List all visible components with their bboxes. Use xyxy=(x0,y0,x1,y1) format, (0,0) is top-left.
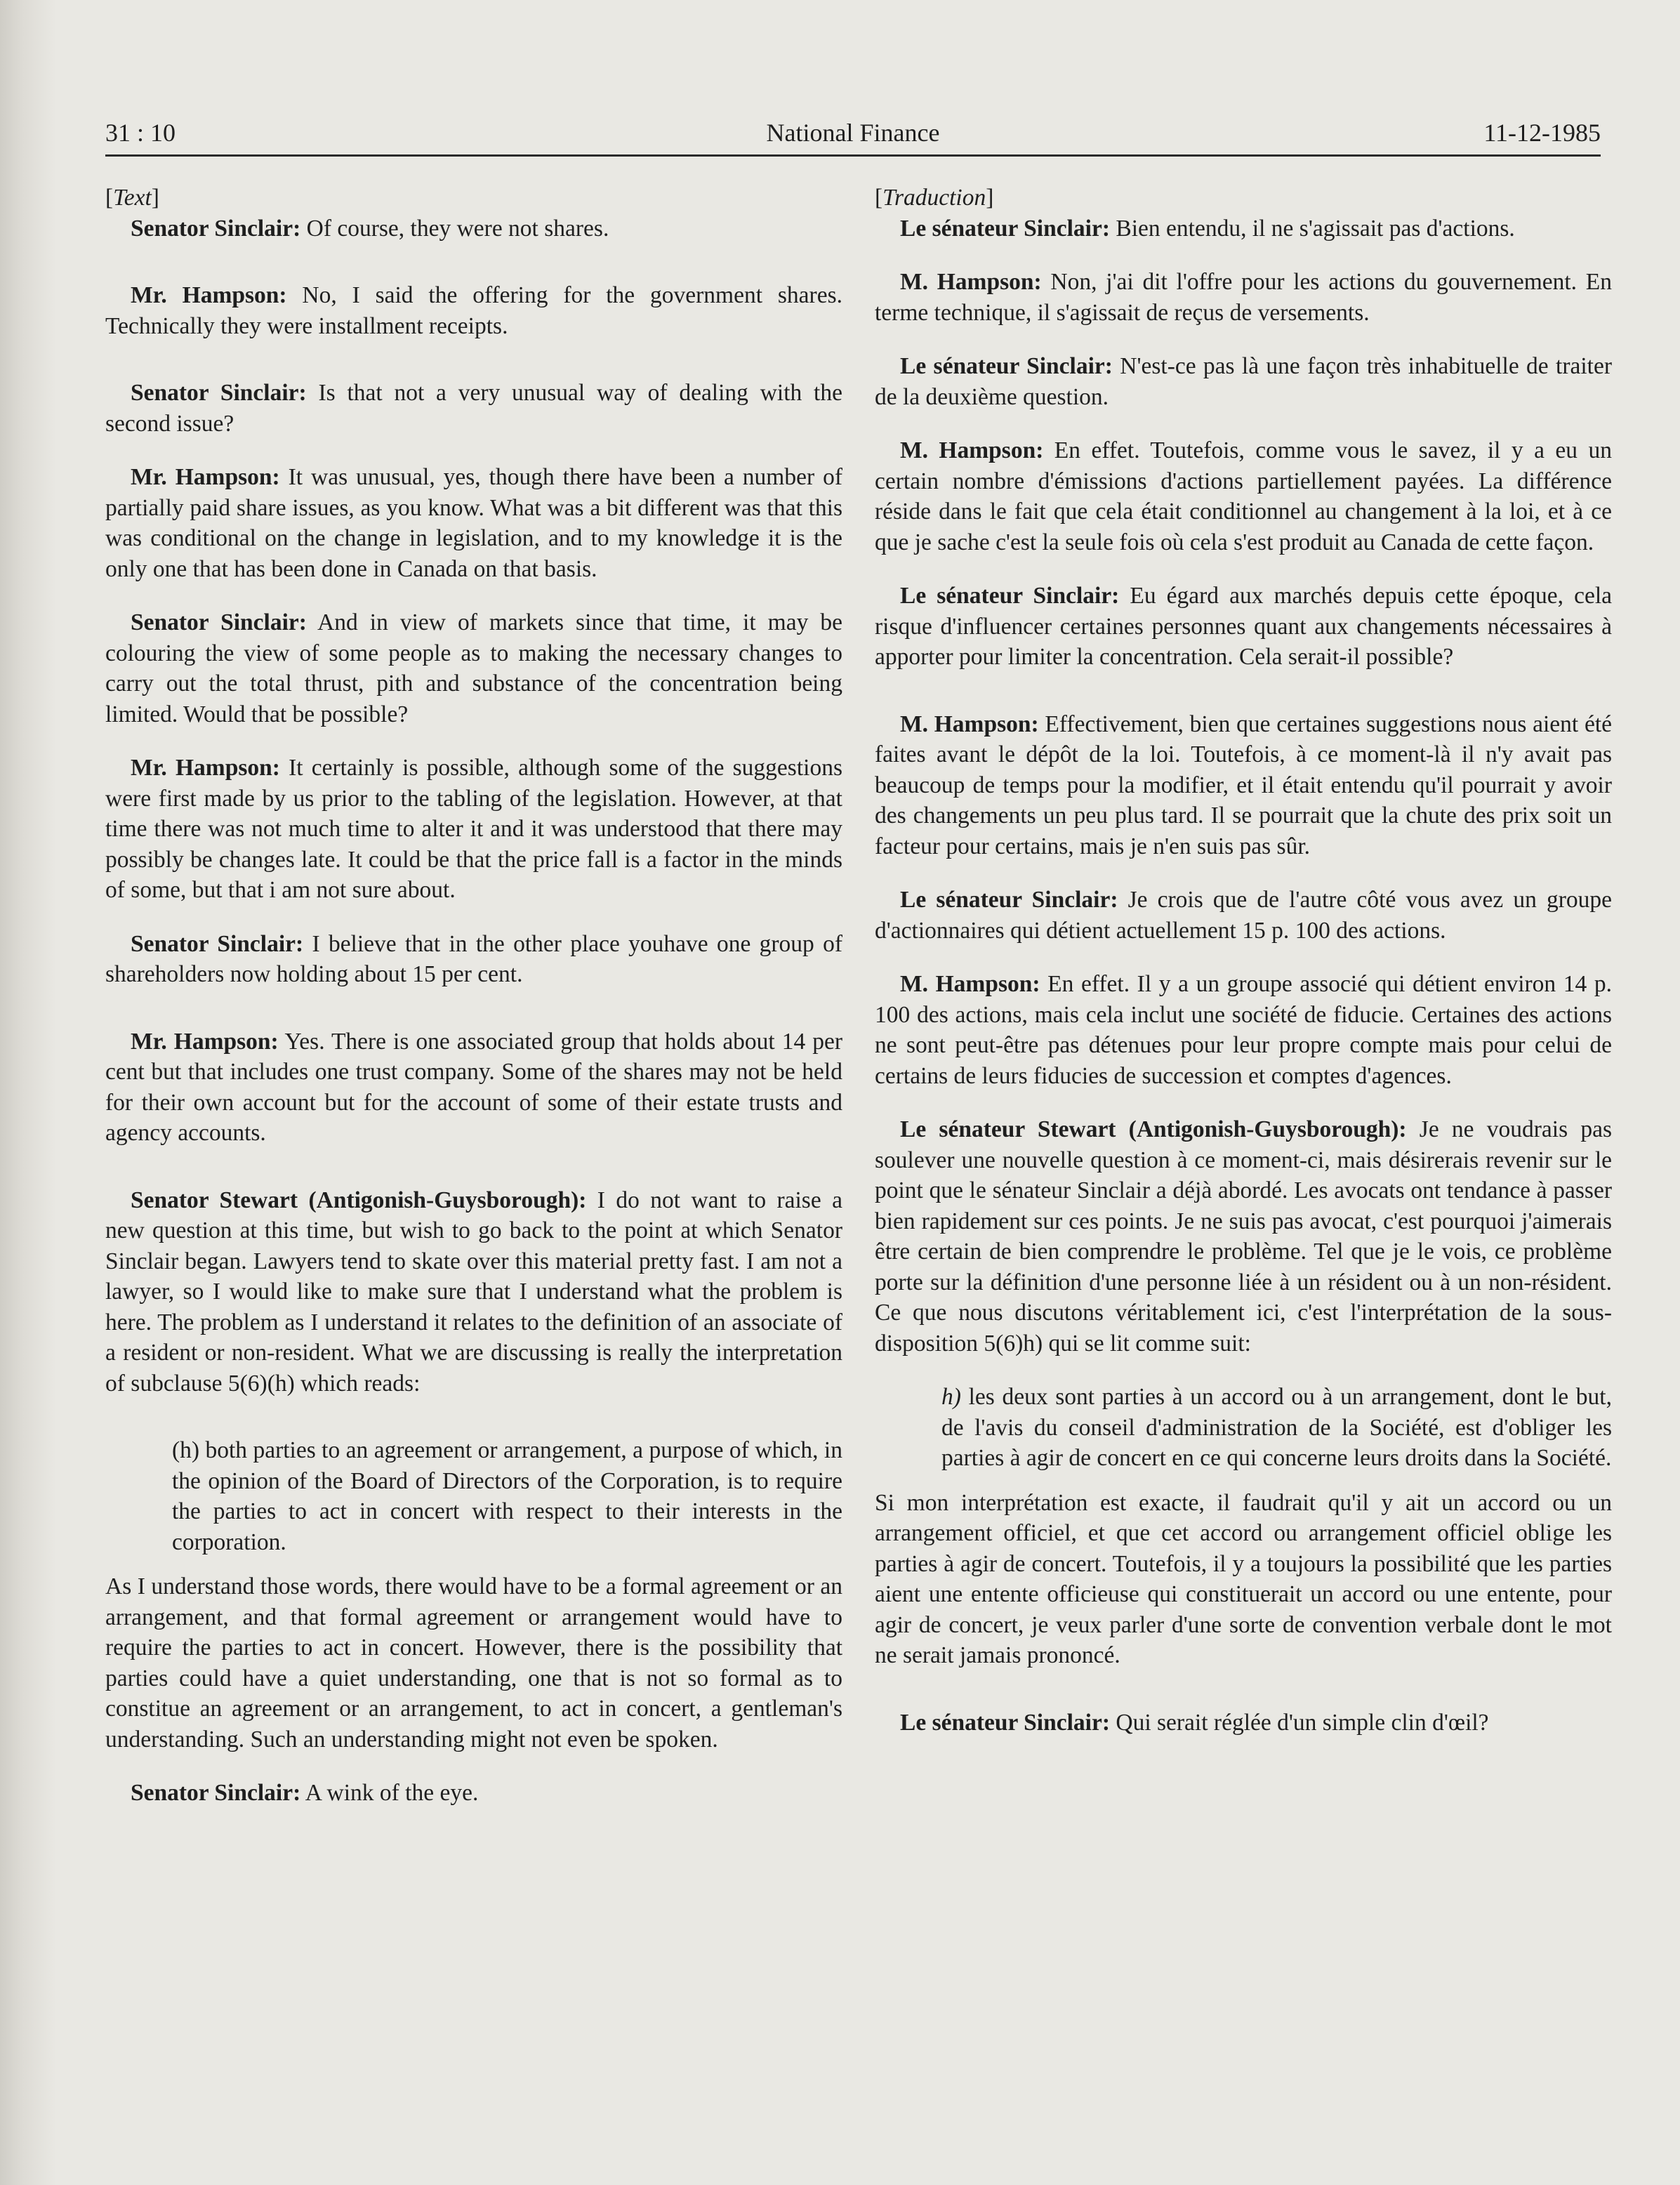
speech-text: Je ne voudrais pas soulever une nouvelle question à ce moment-ci, mais désirerais revenir sur le point que le sénateur Sinclair a déjà abordé. Les avocats ont tendance à passer bien rapidement sur ces points. Je ne suis pas avocat, c'est pourquoi j'aimerais être certain de bien comprendre le problème. Tel que je le vois, ce problème porte sur la définition d'une personne liée à un résident ou à un non-résident. Ce que nous discutons véritablement ici, c'est l'interprétation de la sous-disposition 5(6)h) qui se lit comme suit: xyxy=(875,1116,1612,1356)
speaker-name: Mr. Hampson: xyxy=(131,1028,279,1055)
transcript-paragraph xyxy=(875,581,1612,673)
issue-date: 11-12-1985 xyxy=(1483,119,1601,147)
page-binding-shadow xyxy=(0,0,56,2185)
quoted-subclause: (h) both parties to an agreement or arrangement, a purpose of which, in the opinion of the Board of Directors of the Corporation, is to require the parties to act in concert with respect to their interests in the corporation. xyxy=(172,1437,842,1555)
speech-text: Yes. There is one associated group that holds about 14 per cent but that includes one trust company. Some of the shares may not be held for their own account but for the account of some of their estate trusts and agency accounts. xyxy=(105,1028,842,1146)
speech-text: En effet. Toutefois, comme vous le savez, il y a eu un certain nombre d'émissions d'actions partiellement payées. La différence réside dans le fait que cela était conditionnel au changement à la loi, et à ce que je sache c'est la seule fois où cela s'est produit au Canada de cette façon. xyxy=(875,437,1612,555)
subclause-letter: h) xyxy=(941,1384,961,1410)
french-column xyxy=(875,183,1612,1761)
speech-text: Je crois que de l'autre côté vous avez un groupe d'actionnaires qui détient actuellement 15 p. 100 des actions. xyxy=(875,887,1612,944)
transcript-paragraph xyxy=(105,280,842,341)
speaker-name: M. Hampson: xyxy=(900,437,1044,463)
speech-text: En effet. Il y a un groupe associé qui détient environ 14 p. 100 des actions, mais cela inclut une société de fiducie. Certaines des actions ne sont peut-être pas détenues pour leur propre compte mais pour celui de certains de leurs fiducies de succession et comptes d'agences. xyxy=(875,971,1613,1089)
transcript-paragraph xyxy=(105,1027,842,1149)
speech-text: It was unusual, yes, though there have been a number of partially paid share issues, as you know. What was a bit different was that this was conditional on the change in legislation, and to my knowledge it is the only one that has been done in Canada on that basis. xyxy=(105,464,842,582)
speaker-name: Le sénateur Sinclair: xyxy=(900,1709,1110,1736)
publication-title: National Finance xyxy=(766,119,940,147)
quoted-subclause xyxy=(941,1382,1612,1474)
speech-text: Non, j'ai dit l'offre pour les actions du gouvernement. En terme technique, il s'agissait de reçus de versements. xyxy=(875,269,1612,326)
transcript-paragraph xyxy=(875,709,1612,862)
speech-text: And in view of markets since that time, it may be colouring the view of some people as to making the necessary changes to carry out the total thrust, pith and substance of the concentration being limited. Would that be possible? xyxy=(105,609,842,727)
transcript-paragraph xyxy=(875,969,1612,1091)
speaker-name: Mr. Hampson: xyxy=(131,464,280,490)
transcript-paragraph xyxy=(875,1708,1612,1738)
speech-text: Eu égard aux marchés depuis cette époque, cela risque d'influencer certaines personnes quant aux changements nécessaires à apporter pour limiter la concentration. Cela serait-il possible? xyxy=(875,583,1612,670)
transcript-paragraph xyxy=(875,1114,1612,1359)
transcript-paragraph xyxy=(875,213,1612,244)
speech-text: It certainly is possible, although some of the suggestions were first made by us prior to the tabling of the legislation. However, at that time there was not much time to alter it and it was understood that there may possibly be changes late. It could be that the price fall is a factor in the minds of some, but that i am not sure about. xyxy=(105,755,842,903)
speech-text: Qui serait réglée d'un simple clin d'œil? xyxy=(1110,1709,1489,1736)
speaker-name: Le sénateur Stewart (Antigonish-Guysborough): xyxy=(900,1116,1407,1142)
speech-text: Bien entendu, il ne s'agissait pas d'actions. xyxy=(1110,215,1515,242)
speaker-name: Le sénateur Sinclair: xyxy=(900,887,1118,913)
transcript-paragraph xyxy=(105,607,842,730)
transcript-paragraph xyxy=(105,1778,842,1809)
quote-text: les deux sont parties à un accord ou à un arrangement, dont le but, de l'avis du conseil d'administration de la Société, est d'obliger les parties à agir de concert en ce qui concerne leurs droits dans la Société. xyxy=(941,1384,1612,1471)
section-tag: [Traduction] xyxy=(875,185,994,211)
speaker-name: Senator Sinclair: xyxy=(131,380,307,406)
transcript-paragraph: As I understand those words, there would have to be a formal agreement or an arrangement, and that formal agreement or arrangement would have to require the parties to act in concert. However, there is the possibility that parties could have a quiet understanding, one that is not so formal as to constitue an agreement or an arrangement, to act in concert, a gentleman's understanding. Such an understanding might not even be spoken. xyxy=(105,1573,842,1752)
speaker-name: Le sénateur Sinclair: xyxy=(900,353,1113,379)
transcript-paragraph xyxy=(875,351,1612,412)
page-header xyxy=(105,98,1601,157)
page-number: 31 : 10 xyxy=(105,119,176,147)
transcript-paragraph xyxy=(875,885,1612,946)
transcript-paragraph xyxy=(875,435,1612,557)
speaker-name: Le sénateur Sinclair: xyxy=(900,215,1110,242)
section-tag-label: Traduction xyxy=(882,185,986,211)
transcript-paragraph xyxy=(105,462,842,584)
speaker-name: M. Hampson: xyxy=(900,711,1039,737)
section-tag-label: Text xyxy=(113,185,152,211)
speech-text: N'est-ce pas là une façon très inhabituelle de traiter de la deuxième question. xyxy=(875,353,1612,410)
speech-text: Of course, they were not shares. xyxy=(300,215,609,242)
speaker-name: Senator Sinclair: xyxy=(131,930,304,957)
speech-text: No, I said the offering for the government shares. Technically they were installment receipts. xyxy=(105,282,842,339)
transcript-paragraph xyxy=(105,213,842,244)
speaker-name: Senator Sinclair: xyxy=(131,609,307,635)
transcript-paragraph xyxy=(105,1185,842,1399)
speech-text: I believe that in the other place youhave one group of shareholders now holding about 15 per cent. xyxy=(105,930,842,987)
speaker-name: M. Hampson: xyxy=(900,269,1042,295)
transcript-paragraph xyxy=(105,929,842,990)
speaker-name: Le sénateur Sinclair: xyxy=(900,583,1120,609)
speaker-name: Mr. Hampson: xyxy=(131,282,287,308)
transcript-paragraph xyxy=(875,267,1612,328)
speaker-name: Mr. Hampson: xyxy=(131,755,280,781)
transcript-paragraph: Si mon interprétation est exacte, il faudrait qu'il y ait un accord ou un arrangement officiel, et que cet accord ou arrangement officiel oblige les parties à agir de concert. Toutefois, il y a toujours la possibilité que les parties aient une entente officieuse qui constituerait un accord ou une entente, pour agir de concert, je veux parler d'une sorte de convention verbale dont le mot ne serait jamais prononcé. xyxy=(875,1489,1612,1668)
speaker-name: Senator Stewart (Antigonish-Guysborough): xyxy=(131,1187,587,1213)
transcript-paragraph xyxy=(105,378,842,439)
speaker-name: Senator Sinclair: xyxy=(131,1780,301,1806)
speech-text: Is that not a very unusual way of dealing with the second issue? xyxy=(105,380,842,437)
speaker-name: Senator Sinclair: xyxy=(131,215,301,242)
speech-text: I do not want to raise a new question at this time, but wish to go back to the point at which Senator Sinclair began. Lawyers tend to skate over this material pretty fast. I am not a lawyer, so I would like to make sure that I understand what the problem is here. The problem as I understand it relates to the definition of an associate of a resident or non-resident. What we are discussing is really the interpretation of subclause 5(6)(h) which reads: xyxy=(105,1187,842,1397)
transcript-paragraph xyxy=(105,753,842,906)
english-column xyxy=(105,183,842,1832)
speech-text: Effectivement, bien que certaines suggestions nous aient été faites avant le dépôt de la loi. Toutefois, à ce moment-là il n'y avait pas beaucoup de temps pour la modifier, et il était entendu qu'il pourrait y avoir des changements un peu plus tard. Il se pourrait que la chute des prix soit un facteur pour certains, mais je n'en suis pas sûr. xyxy=(875,711,1613,859)
speech-text: A wink of the eye. xyxy=(300,1780,479,1806)
speaker-name: M. Hampson: xyxy=(900,971,1040,997)
section-tag: [Text] xyxy=(105,185,159,211)
document-page xyxy=(105,98,1613,2134)
